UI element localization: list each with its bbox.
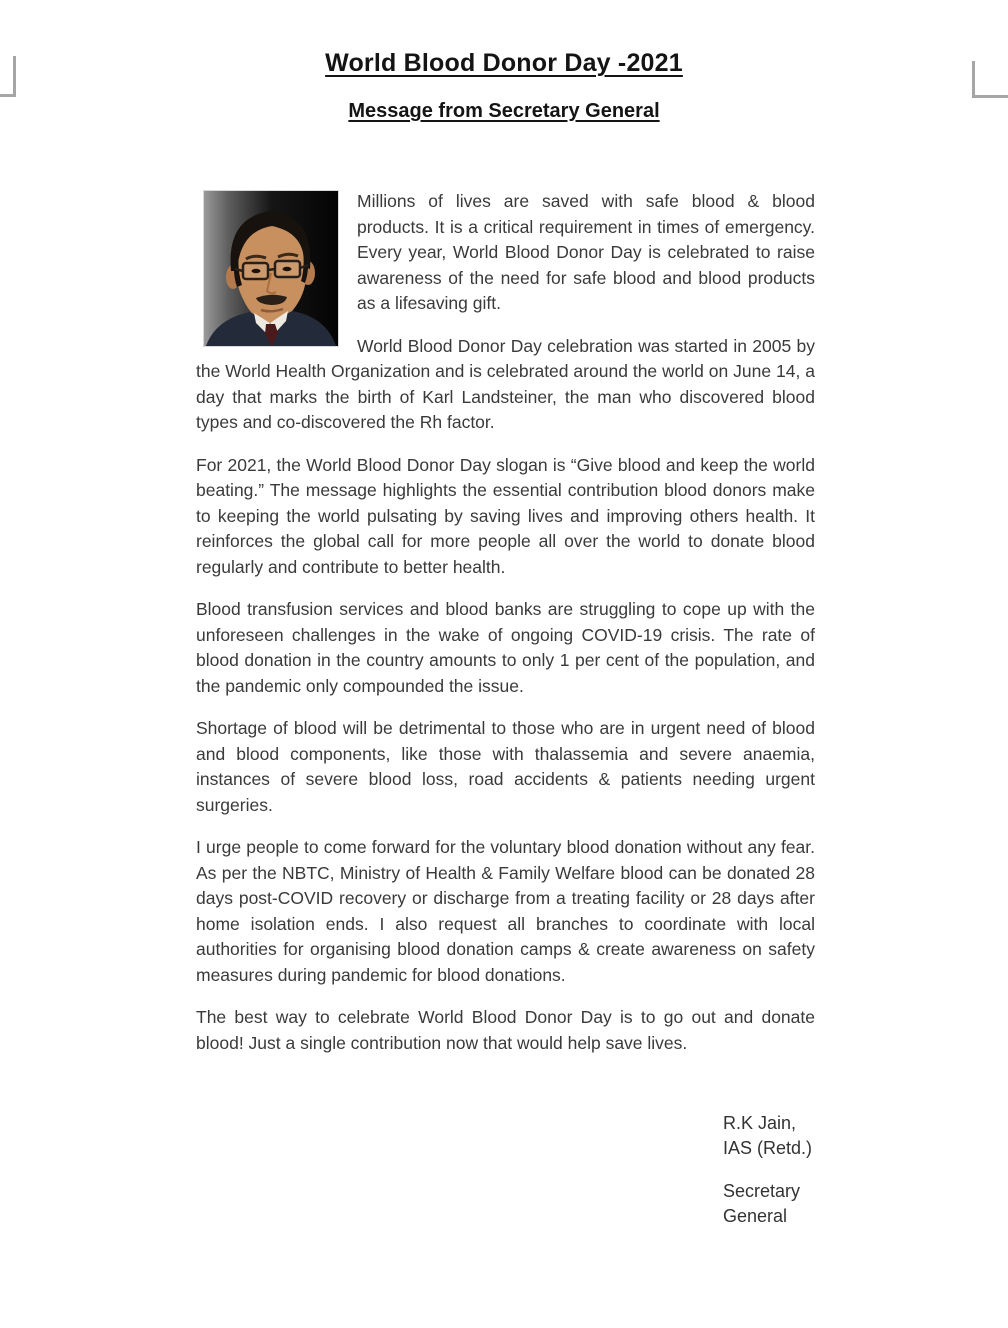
signatory-role: Secretary General (723, 1181, 801, 1226)
signature-block (723, 1111, 815, 1229)
document-header (0, 48, 1008, 123)
paragraph-2: World Blood Donor Day celebration was started in 2005 by the World Health Organization and is celebrated around the world on June 14, a day that marks the birth of Karl Landsteiner, the man who discovered blood types and co-discovered the Rh factor. (196, 335, 815, 432)
page-title: World Blood Donor Day -2021 (325, 49, 683, 77)
scan-corner-mark-right (972, 61, 1008, 98)
scan-corner-mark-left (0, 56, 16, 97)
paragraph-3: For 2021, the World Blood Donor Day slogan is “Give blood and keep the world beating.” The message highlights the essential contribution blood donors make to keeping the world pulsating by saving lives and improving others health. It reinforces the global call for more people all over the world to donate blood regularly and contribute to better health. (196, 454, 815, 577)
paragraph-1: Millions of lives are saved with safe blood & blood products. It is a critical requirement in times of emergency. Every year, World Blood Donor Day is celebrated to raise awareness of the need for safe blood and blood products as a lifesaving gift. (357, 191, 815, 313)
paragraph-5: Shortage of blood will be detrimental to those who are in urgent need of blood and blood components, like those with thalassemia and severe anaemia, instances of severe blood loss, road accidents & patients needing urgent surgeries. (196, 718, 815, 815)
portrait-illustration (204, 191, 338, 346)
page-subtitle: Message from Secretary General (348, 100, 660, 122)
paragraph-7: The best way to celebrate World Blood Donor Day is to go out and donate blood! Just a single contribution now that would help save lives. (196, 1007, 815, 1053)
signatory-name: R.K Jain, IAS (Retd.) (723, 1113, 813, 1158)
paragraph-4: Blood transfusion services and blood banks are struggling to cope up with the unforeseen challenges in the wake of ongoing COVID-19 crisis. The rate of blood donation in the country amounts to only 1 per cent of the population, and the pandemic only compounded the issue. (196, 599, 815, 696)
portrait-photo (204, 191, 338, 346)
letter-body (196, 189, 815, 1229)
document-page (0, 48, 1008, 1328)
paragraph-6: I urge people to come forward for the voluntary blood donation without any fear. As per the NBTC, Ministry of Health & Family Welfare blood can be donated 28 days post-COVID recovery or discharge from a treating facility or 28 days after home isolation ends. I also request all branches to coordinate with local authorities for organising blood donation camps & create awareness on safety measures during pandemic for blood donations. (196, 837, 815, 985)
